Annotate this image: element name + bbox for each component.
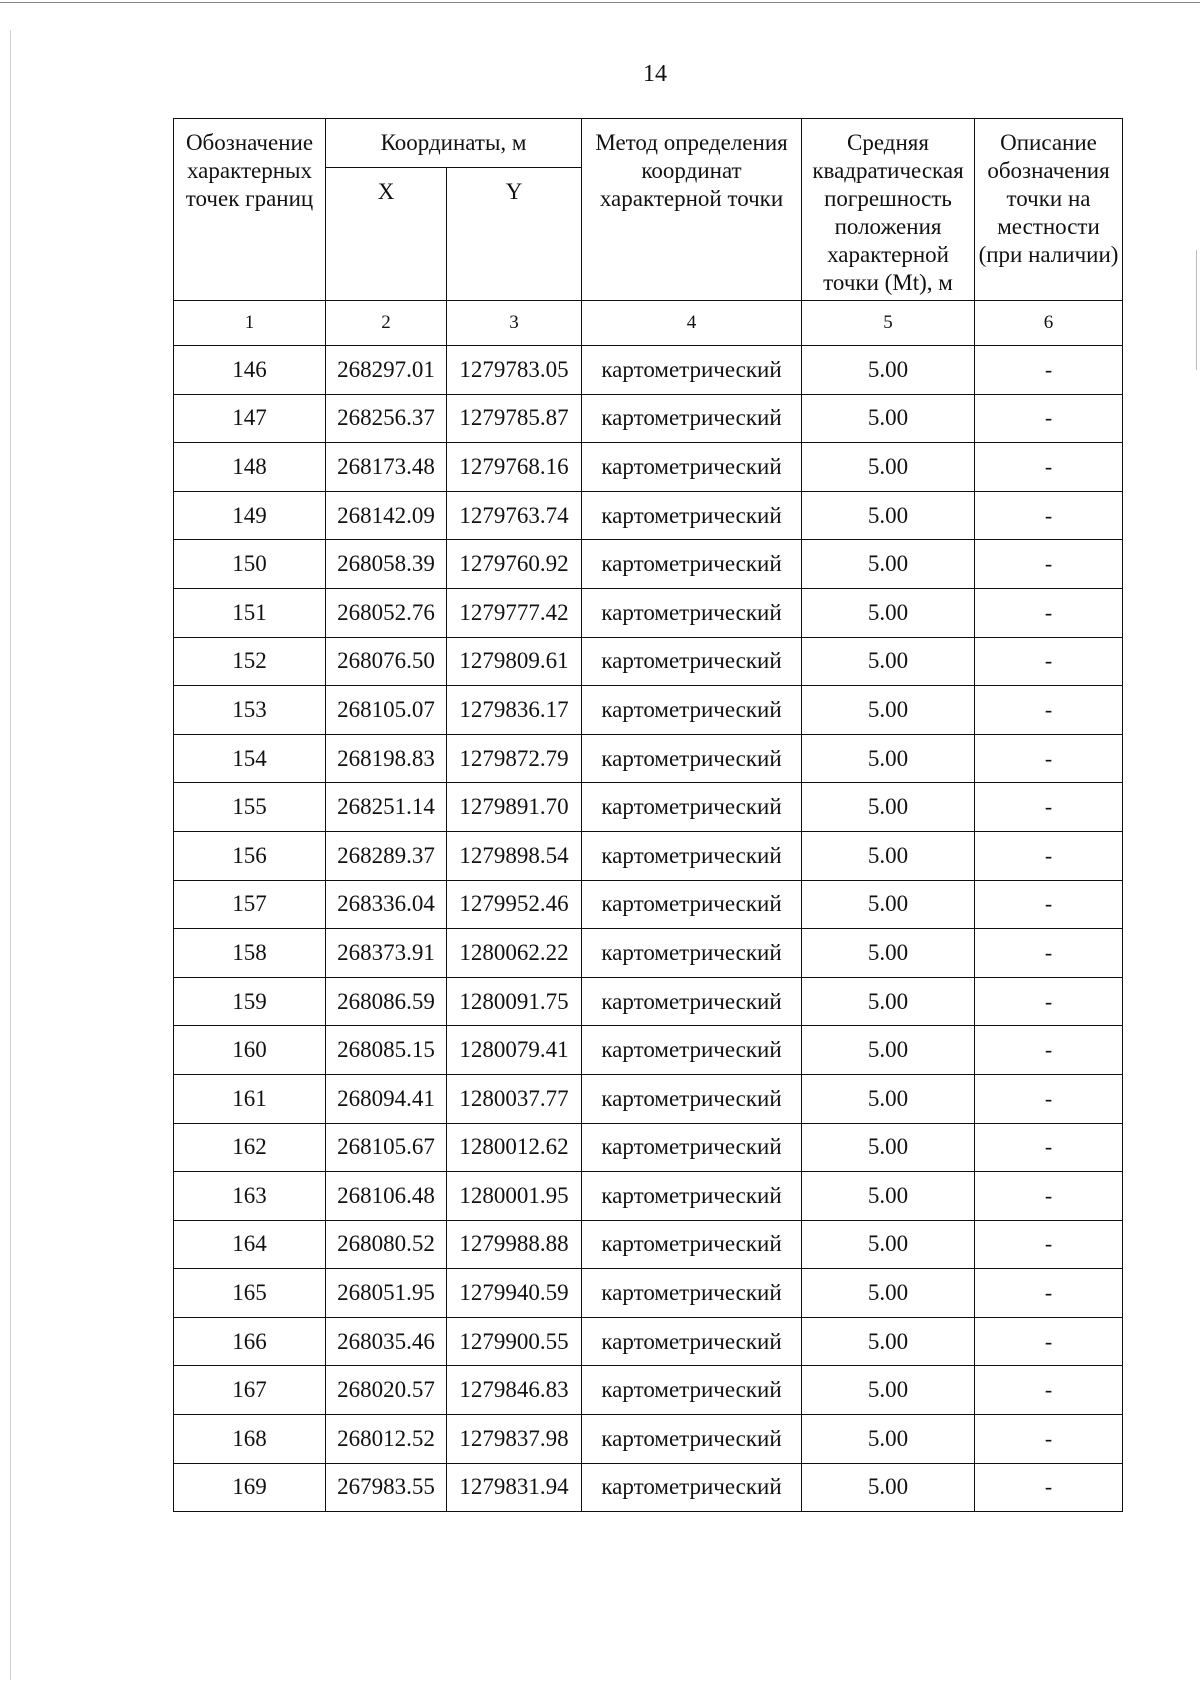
cell-x: 268012.52 [326, 1415, 447, 1464]
cell-description: - [975, 1317, 1123, 1366]
cell-description: - [975, 686, 1123, 735]
cell-y: 1279785.87 [447, 394, 582, 443]
cell-description: - [975, 1415, 1123, 1464]
table-row [174, 831, 1123, 880]
cell-point-id: 150 [174, 540, 326, 589]
cell-point-id: 167 [174, 1366, 326, 1415]
cell-point-id: 159 [174, 977, 326, 1026]
column-number: 2 [326, 301, 447, 346]
cell-point-id: 169 [174, 1463, 326, 1512]
cell-description: - [975, 1026, 1123, 1075]
cell-x: 268080.52 [326, 1220, 447, 1269]
table-row [174, 1026, 1123, 1075]
cell-x: 268094.41 [326, 1074, 447, 1123]
cell-point-id: 166 [174, 1317, 326, 1366]
cell-x: 268198.83 [326, 734, 447, 783]
cell-y: 1279809.61 [447, 637, 582, 686]
cell-x: 268289.37 [326, 831, 447, 880]
cell-method: картометрический [582, 1074, 802, 1123]
cell-y: 1279831.94 [447, 1463, 582, 1512]
cell-y: 1280062.22 [447, 929, 582, 978]
coordinates-table [173, 118, 1123, 1512]
cell-point-id: 154 [174, 734, 326, 783]
cell-y: 1279760.92 [447, 540, 582, 589]
cell-point-id: 156 [174, 831, 326, 880]
cell-method: картометрический [582, 394, 802, 443]
cell-description: - [975, 443, 1123, 492]
table-row [174, 540, 1123, 589]
cell-y: 1279988.88 [447, 1220, 582, 1269]
cell-description: - [975, 1463, 1123, 1512]
cell-x: 268256.37 [326, 394, 447, 443]
cell-y: 1280012.62 [447, 1123, 582, 1172]
cell-error: 5.00 [802, 1172, 975, 1221]
cell-error: 5.00 [802, 394, 975, 443]
cell-description: - [975, 929, 1123, 978]
cell-method: картометрический [582, 637, 802, 686]
cell-description: - [975, 1220, 1123, 1269]
header-row [174, 119, 1123, 168]
header-error: Средняя квадратическая погрешность положения характерной точки (Mt), м [802, 119, 975, 301]
cell-description: - [975, 1366, 1123, 1415]
column-number: 4 [582, 301, 802, 346]
table-row [174, 1317, 1123, 1366]
column-number: 1 [174, 301, 326, 346]
cell-x: 268058.39 [326, 540, 447, 589]
cell-point-id: 148 [174, 443, 326, 492]
cell-y: 1279768.16 [447, 443, 582, 492]
cell-point-id: 165 [174, 1269, 326, 1318]
cell-x: 268035.46 [326, 1317, 447, 1366]
cell-error: 5.00 [802, 880, 975, 929]
cell-point-id: 146 [174, 346, 326, 395]
cell-error: 5.00 [802, 831, 975, 880]
cell-error: 5.00 [802, 491, 975, 540]
cell-error: 5.00 [802, 1026, 975, 1075]
table-row [174, 783, 1123, 832]
cell-method: картометрический [582, 540, 802, 589]
table-row [174, 1074, 1123, 1123]
table-row [174, 588, 1123, 637]
cell-description: - [975, 880, 1123, 929]
cell-point-id: 164 [174, 1220, 326, 1269]
cell-x: 268142.09 [326, 491, 447, 540]
cell-x: 268173.48 [326, 443, 447, 492]
cell-y: 1280001.95 [447, 1172, 582, 1221]
cell-method: картометрический [582, 1123, 802, 1172]
cell-y: 1280037.77 [447, 1074, 582, 1123]
table-row [174, 977, 1123, 1026]
cell-description: - [975, 1269, 1123, 1318]
cell-error: 5.00 [802, 1366, 975, 1415]
cell-method: картометрический [582, 1366, 802, 1415]
header-y: Y [447, 168, 582, 301]
table-row [174, 1123, 1123, 1172]
table-row [174, 637, 1123, 686]
cell-error: 5.00 [802, 1074, 975, 1123]
cell-error: 5.00 [802, 346, 975, 395]
table-row [174, 1269, 1123, 1318]
cell-x: 268105.67 [326, 1123, 447, 1172]
cell-error: 5.00 [802, 1269, 975, 1318]
cell-method: картометрический [582, 734, 802, 783]
cell-point-id: 160 [174, 1026, 326, 1075]
cell-description: - [975, 977, 1123, 1026]
scan-border-right [1196, 250, 1197, 370]
cell-x: 268020.57 [326, 1366, 447, 1415]
cell-method: картометрический [582, 1269, 802, 1318]
cell-description: - [975, 588, 1123, 637]
cell-point-id: 153 [174, 686, 326, 735]
cell-description: - [975, 1172, 1123, 1221]
cell-y: 1279777.42 [447, 588, 582, 637]
cell-y: 1279900.55 [447, 1317, 582, 1366]
cell-y: 1279783.05 [447, 346, 582, 395]
cell-method: картометрический [582, 1415, 802, 1464]
cell-error: 5.00 [802, 1463, 975, 1512]
cell-method: картометрический [582, 1220, 802, 1269]
cell-method: картометрический [582, 588, 802, 637]
table-row [174, 929, 1123, 978]
cell-method: картометрический [582, 1172, 802, 1221]
cell-point-id: 152 [174, 637, 326, 686]
cell-x: 268297.01 [326, 346, 447, 395]
cell-description: - [975, 734, 1123, 783]
cell-method: картометрический [582, 491, 802, 540]
cell-x: 268251.14 [326, 783, 447, 832]
cell-method: картометрический [582, 1317, 802, 1366]
cell-point-id: 155 [174, 783, 326, 832]
cell-error: 5.00 [802, 1123, 975, 1172]
table-body [174, 301, 1123, 1512]
header-point: Обозначение характерных точек границ [174, 119, 326, 301]
cell-method: картометрический [582, 346, 802, 395]
cell-error: 5.00 [802, 540, 975, 589]
table-row [174, 1463, 1123, 1512]
header-method: Метод определения координат характерной точки [582, 119, 802, 301]
table-row [174, 880, 1123, 929]
column-number: 3 [447, 301, 582, 346]
cell-y: 1280079.41 [447, 1026, 582, 1075]
cell-x: 267983.55 [326, 1463, 447, 1512]
table-row [174, 1366, 1123, 1415]
table-row [174, 1172, 1123, 1221]
cell-error: 5.00 [802, 588, 975, 637]
cell-y: 1279837.98 [447, 1415, 582, 1464]
cell-error: 5.00 [802, 1317, 975, 1366]
cell-point-id: 163 [174, 1172, 326, 1221]
cell-error: 5.00 [802, 783, 975, 832]
header-description: Описание обозначения точки на местности (при наличии) [975, 119, 1123, 301]
cell-error: 5.00 [802, 637, 975, 686]
cell-method: картометрический [582, 977, 802, 1026]
cell-description: - [975, 394, 1123, 443]
cell-error: 5.00 [802, 443, 975, 492]
cell-x: 268051.95 [326, 1269, 447, 1318]
cell-y: 1279940.59 [447, 1269, 582, 1318]
cell-y: 1279836.17 [447, 686, 582, 735]
scan-border-top [0, 2, 1200, 3]
cell-y: 1280091.75 [447, 977, 582, 1026]
cell-y: 1279891.70 [447, 783, 582, 832]
cell-error: 5.00 [802, 1415, 975, 1464]
cell-error: 5.00 [802, 977, 975, 1026]
cell-x: 268052.76 [326, 588, 447, 637]
cell-error: 5.00 [802, 1220, 975, 1269]
cell-point-id: 168 [174, 1415, 326, 1464]
cell-description: - [975, 637, 1123, 686]
cell-point-id: 162 [174, 1123, 326, 1172]
header-coordinates: Координаты, м [326, 119, 582, 168]
cell-description: - [975, 346, 1123, 395]
cell-x: 268373.91 [326, 929, 447, 978]
cell-point-id: 151 [174, 588, 326, 637]
table-row [174, 443, 1123, 492]
table-row [174, 394, 1123, 443]
cell-error: 5.00 [802, 686, 975, 735]
cell-method: картометрический [582, 831, 802, 880]
cell-y: 1279952.46 [447, 880, 582, 929]
column-number: 6 [975, 301, 1123, 346]
cell-x: 268076.50 [326, 637, 447, 686]
cell-method: картометрический [582, 443, 802, 492]
cell-point-id: 147 [174, 394, 326, 443]
table-row [174, 491, 1123, 540]
cell-method: картометрический [582, 783, 802, 832]
table-row [174, 734, 1123, 783]
page-number: 14 [643, 61, 667, 87]
scan-border-left [10, 30, 11, 1680]
cell-method: картометрический [582, 1463, 802, 1512]
cell-x: 268085.15 [326, 1026, 447, 1075]
cell-point-id: 161 [174, 1074, 326, 1123]
column-number: 5 [802, 301, 975, 346]
cell-y: 1279872.79 [447, 734, 582, 783]
cell-y: 1279846.83 [447, 1366, 582, 1415]
cell-description: - [975, 783, 1123, 832]
cell-method: картометрический [582, 686, 802, 735]
table-row [174, 1415, 1123, 1464]
cell-method: картометрический [582, 929, 802, 978]
cell-y: 1279898.54 [447, 831, 582, 880]
cell-x: 268336.04 [326, 880, 447, 929]
cell-y: 1279763.74 [447, 491, 582, 540]
table-row [174, 686, 1123, 735]
cell-point-id: 149 [174, 491, 326, 540]
column-numbers-row [174, 301, 1123, 346]
cell-description: - [975, 540, 1123, 589]
cell-method: картометрический [582, 1026, 802, 1075]
cell-description: - [975, 491, 1123, 540]
cell-method: картометрический [582, 880, 802, 929]
cell-x: 268106.48 [326, 1172, 447, 1221]
table-row [174, 1220, 1123, 1269]
cell-point-id: 157 [174, 880, 326, 929]
cell-x: 268086.59 [326, 977, 447, 1026]
cell-x: 268105.07 [326, 686, 447, 735]
cell-point-id: 158 [174, 929, 326, 978]
cell-error: 5.00 [802, 734, 975, 783]
table-row [174, 346, 1123, 395]
cell-description: - [975, 831, 1123, 880]
header-x: X [326, 168, 447, 301]
cell-error: 5.00 [802, 929, 975, 978]
cell-description: - [975, 1074, 1123, 1123]
cell-description: - [975, 1123, 1123, 1172]
